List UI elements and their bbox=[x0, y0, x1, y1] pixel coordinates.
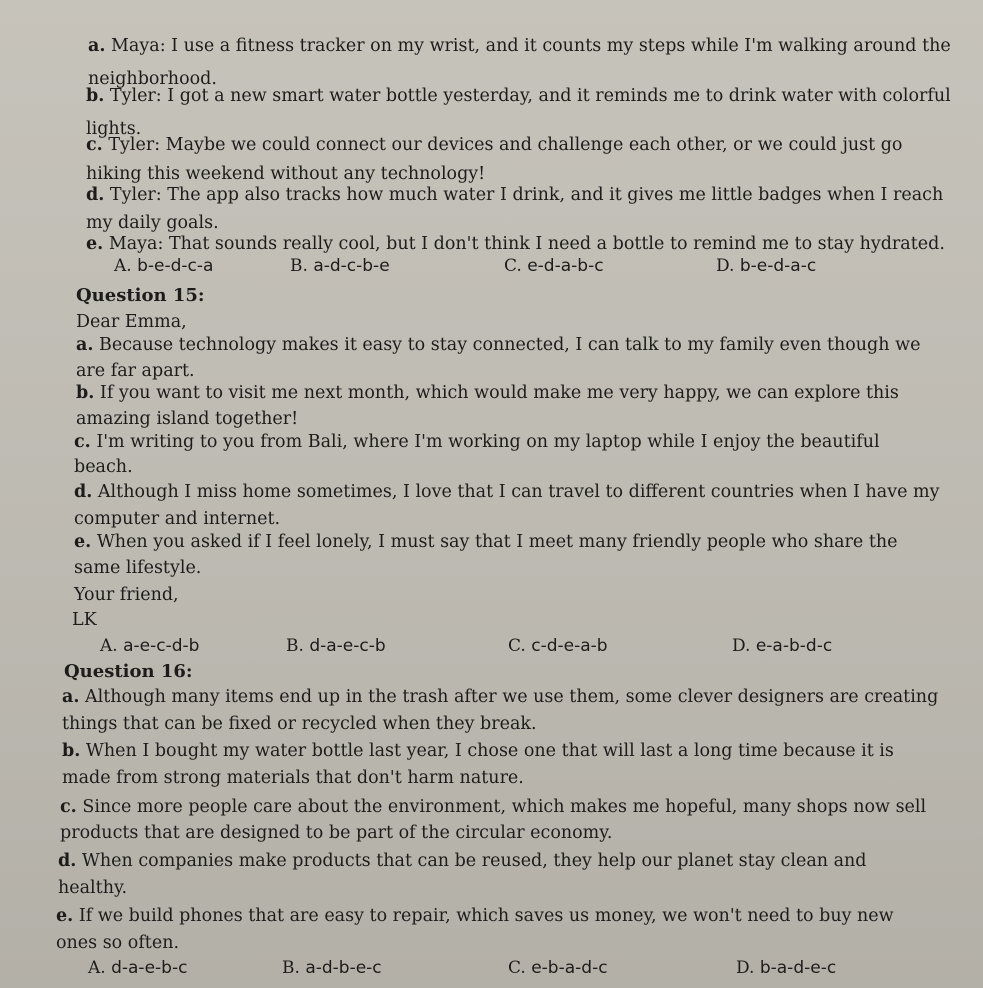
q16-option-b[interactable]: B. a-d-b-e-c bbox=[282, 958, 382, 978]
q14-option-b[interactable]: B. a-d-c-b-e bbox=[290, 256, 390, 276]
q16-option-a[interactable]: A. d-a-e-b-c bbox=[88, 958, 188, 978]
q14-option-c[interactable]: C. e-d-a-b-c bbox=[504, 256, 604, 276]
q16-title: Question 16: bbox=[64, 661, 193, 682]
q16-option-c[interactable]: C. e-b-a-d-c bbox=[508, 958, 608, 978]
q15-option-b[interactable]: B. d-a-e-c-b bbox=[286, 636, 386, 656]
worksheet-page: a. Maya: I use a fitness tracker on my wrist, and it counts my steps while I'm walking around the neighborhood. b. Tyler: I got a new smart water bottle yesterday, and it reminds me to drink water with colorful lights. c. Tyler: Maybe we could connect our devices and challenge each other, or we could just go hiking this weekend without any technology! d. Tyler: The app also tracks how much water I drink, and it gives me little badges when I reach my daily goals. e. Maya: That sounds really cool, but I don't think I need a bottle to remind me to stay hydrated. A. b-e-d-c-a B. a-d-c-b-e C. e-d-a-b-c D. b-e-d-a-c Question 15: Dear Emma, a. Because technology makes it easy to stay connected, I can talk to my family even though we are far apart. b. If you want to visit me next month, which would make me very happy, we can explore this amazing island together! c. I'm writing to you from Bali, where I'm working on my laptop while I enjoy the beautiful beach. d. Although I miss home sometimes, I love that I can travel to different countries when I have my computer and internet. e. When you asked if I feel lonely, I must say that I meet many friendly people who share the same lifestyle. Your friend, LK A. a-e-c-d-b B. d-a-e-c-b C. c-d-e-a-b D. e-a-b-d-c Question 16: a. Although many items end up in the trash after we use them, some clever designers are creating things that can be fixed or recycled when they break. b. When I bought my water bottle last year, I chose one that will last a long time because it is made from strong materials that don't harm nature. c. Since more people care about the environment, which makes me hopeful, many shops now sell products that are designed to be part of the circular economy. d. When companies make products that can be reused, they help our planet stay clean and healthy. e. If we build phones that are easy to repair, which saves us money, we won't need to buy new ones so often. A. d-a-e-b-c B. a-d-b-e-c C. e-b-a-d-c D. b-a-d-e-c bbox=[0, 0, 983, 988]
q14-option-d[interactable]: D. b-e-d-a-c bbox=[716, 256, 817, 276]
q15-closing: Your friend, bbox=[74, 585, 179, 605]
q15-option-c[interactable]: C. c-d-e-a-b bbox=[508, 636, 608, 656]
q15-signature: LK bbox=[72, 610, 97, 630]
q16-option-d[interactable]: D. b-a-d-e-c bbox=[736, 958, 837, 978]
q15-option-a[interactable]: A. a-e-c-d-b bbox=[100, 636, 200, 656]
q15-greeting: Dear Emma, bbox=[76, 312, 187, 332]
q14-option-a[interactable]: A. b-e-d-c-a bbox=[114, 256, 214, 276]
q15-title: Question 15: bbox=[76, 285, 205, 306]
q15-option-d[interactable]: D. e-a-b-d-c bbox=[732, 636, 833, 656]
